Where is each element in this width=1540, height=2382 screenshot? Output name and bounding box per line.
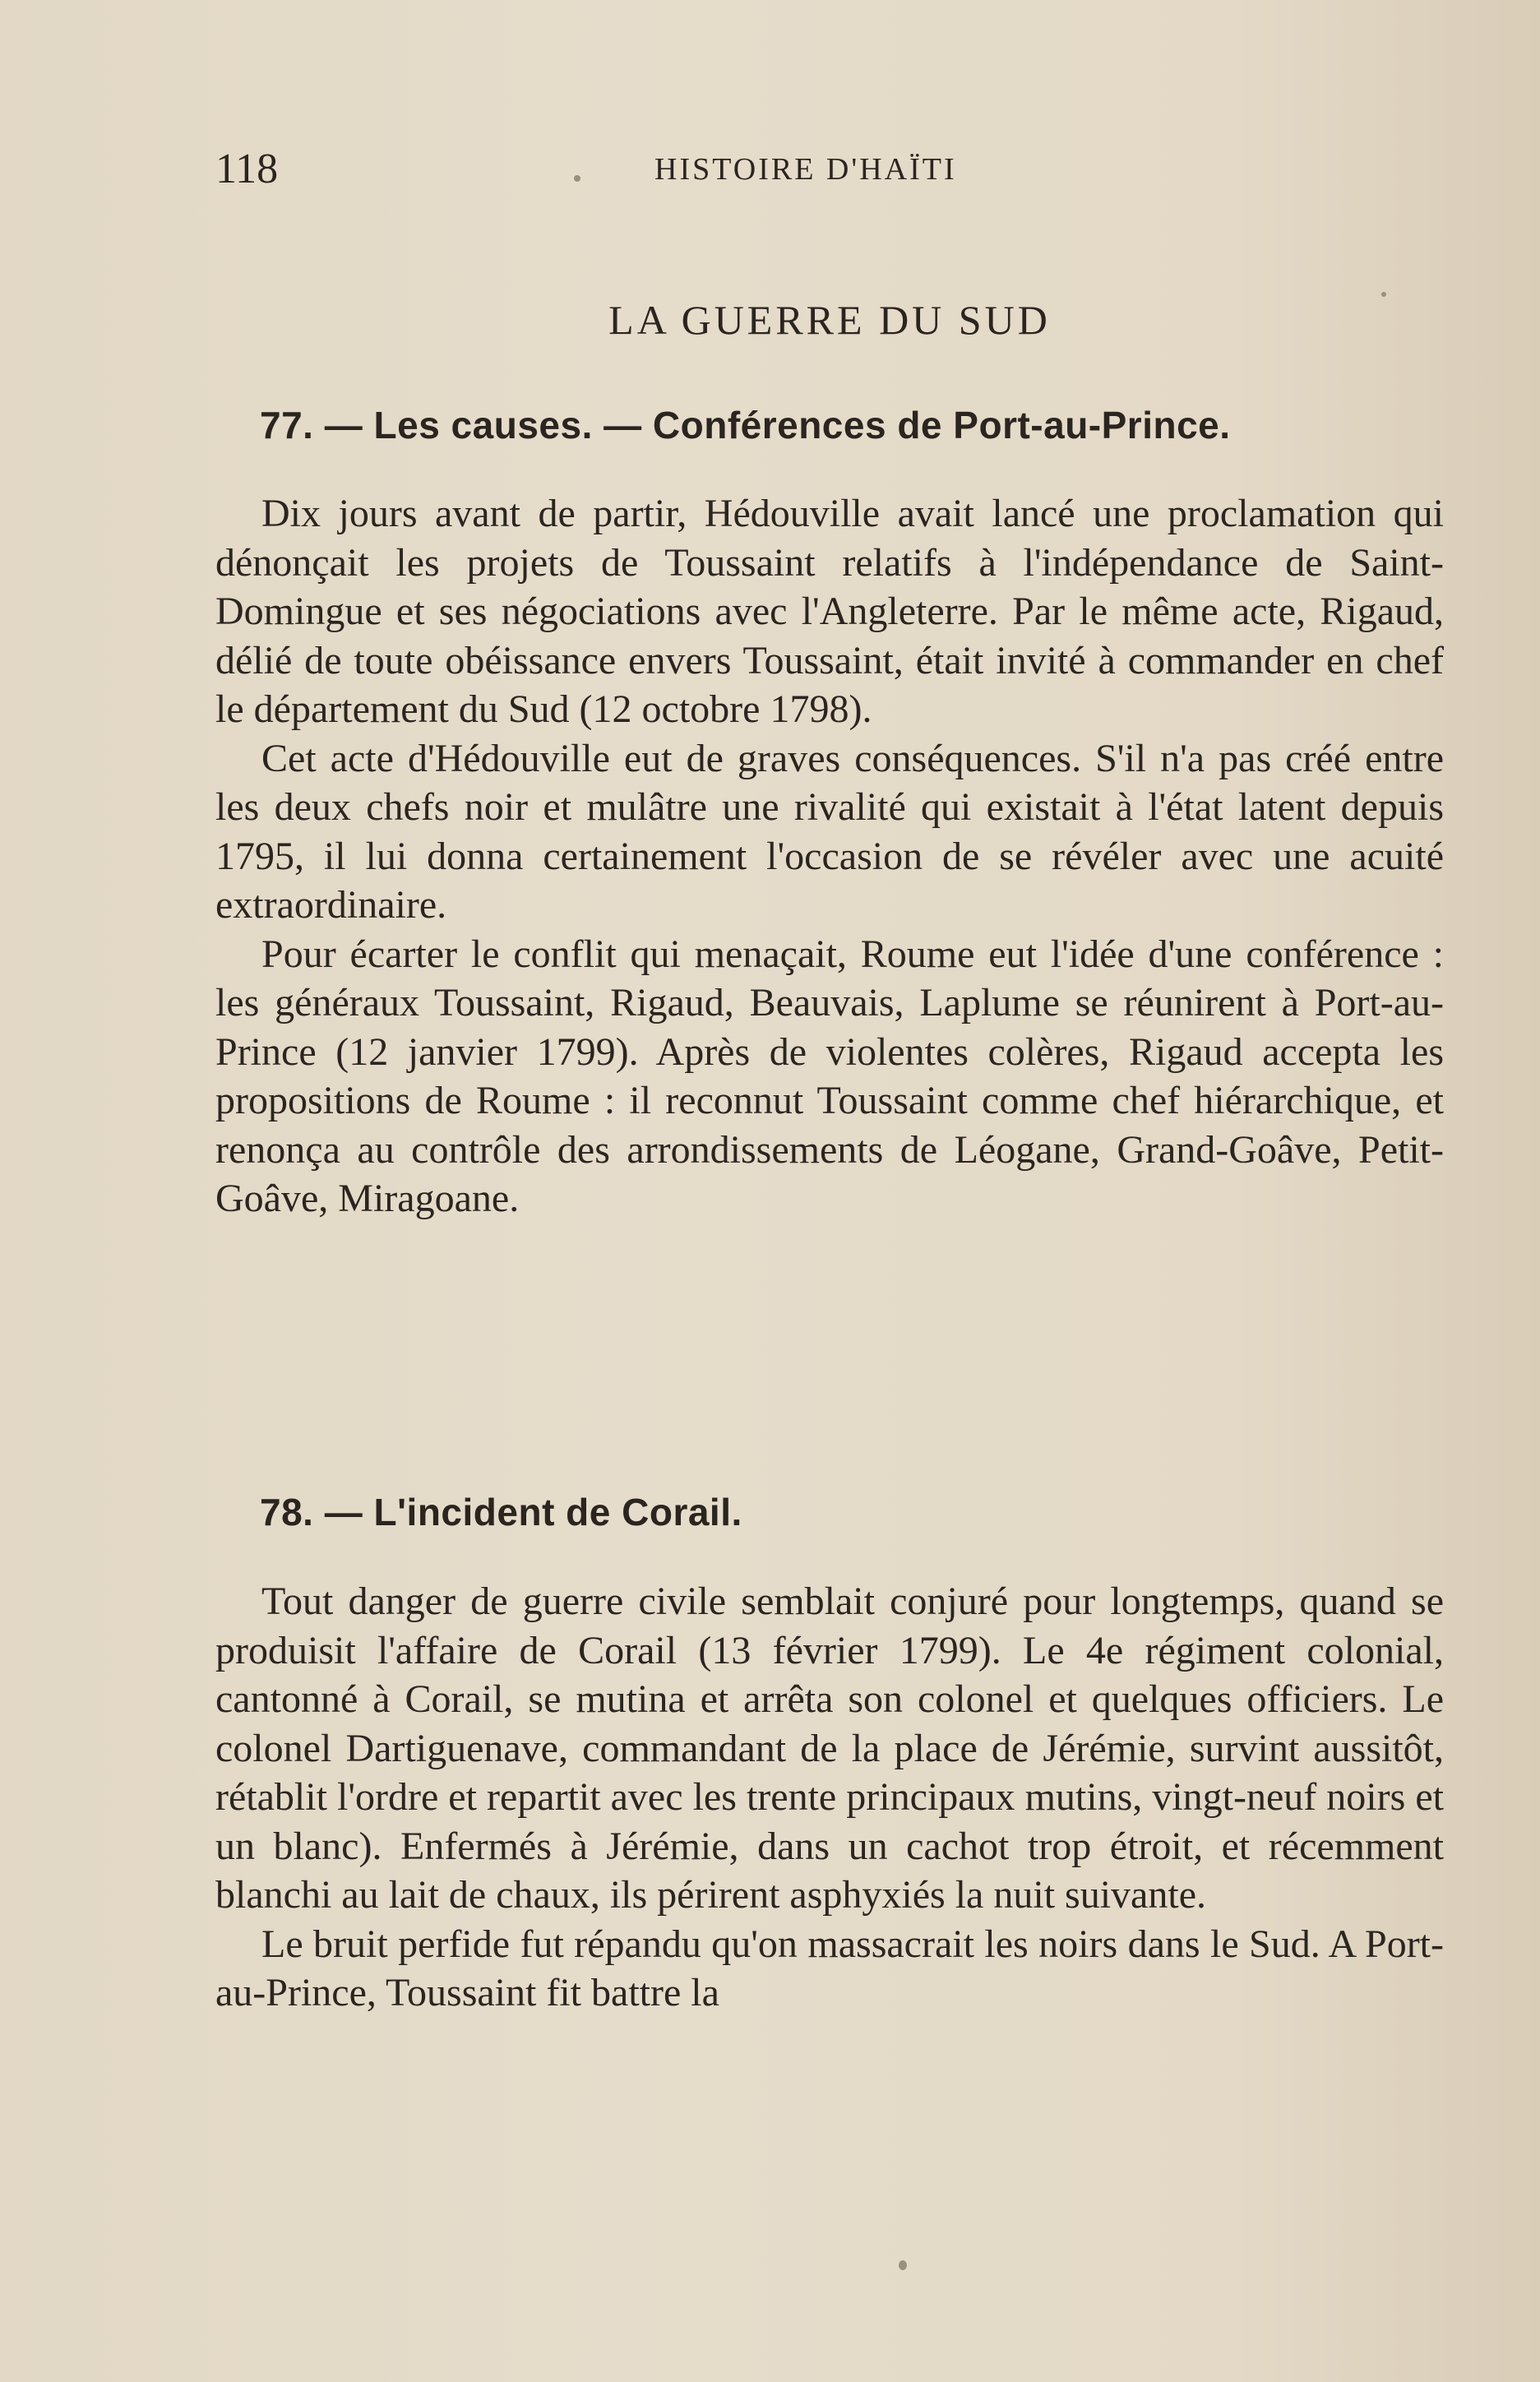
paragraph: Cet acte d'Hédouville eut de graves conséquences. S'il n'a pas créé entre les deux chefs noir et mulâtre une rivalité qui existait à l'état latent depuis 1795, il lui donna certainement l'occasion de se révéler avec une acuité extraordinaire.: [215, 736, 1444, 927]
section-78-body: [215, 1577, 1444, 2018]
print-speck: [574, 175, 580, 182]
print-speck: [1381, 292, 1386, 297]
print-speck: [899, 2260, 907, 2270]
paragraph: Pour écarter le conflit qui menaçait, Roume eut l'idée d'une conférence : les généraux Toussaint, Rigaud, Beauvais, Laplume se réunirent à Port-au-Prince (12 janvier 1799). Après de violentes colères, Rigaud accepta les propositions de Roume : il reconnut Toussaint comme chef hiérarchique, et renonça au contrôle des arrondissements de Léogane, Grand-Goâve, Petit-Goâve, Miragoane.: [215, 932, 1444, 1220]
section-heading-78: 78. — L'incident de Corail.: [260, 1491, 742, 1533]
running-title: HISTOIRE D'HAÏTI: [654, 152, 957, 187]
chapter-title: LA GUERRE DU SUD: [608, 297, 1051, 343]
paragraph: Tout danger de guerre civile semblait conjuré pour longtemps, quand se produisit l'affaire de Corail (13 février 1799). Le 4e régiment colonial, cantonné à Corail, se mutina et arrêta son colonel et quelques officiers. Le colonel Dartiguenave, commandant de la place de Jérémie, survint aussitôt, rétablit l'ordre et repartit avec les trente principaux mutins, vingt-neuf noirs et un blanc). Enfermés à Jérémie, dans un cachot trop étroit, et récemment blanchi au lait de chaux, ils périrent asphyxiés la nuit suivante.: [215, 1580, 1444, 1917]
paragraph: Le bruit perfide fut répandu qu'on massacrait les noirs dans le Sud. A Port-au-Prince, Toussaint fit battre la: [215, 1922, 1444, 2014]
section-heading-77: 77. — Les causes. — Conférences de Port-au-Prince.: [260, 404, 1231, 446]
running-head: [215, 145, 1444, 194]
page-number: 118: [215, 146, 279, 192]
paragraph: Dix jours avant de partir, Hédouville avait lancé une proclamation qui dénonçait les projets de Toussaint relatifs à l'indépendance de Saint-Domingue et ses négociations avec l'Angleterre. Par le même acte, Rigaud, délié de toute obéissance envers Toussaint, était invité à commander en chef le département du Sud (12 octobre 1798).: [215, 492, 1444, 731]
section-77-body: [215, 489, 1444, 1223]
